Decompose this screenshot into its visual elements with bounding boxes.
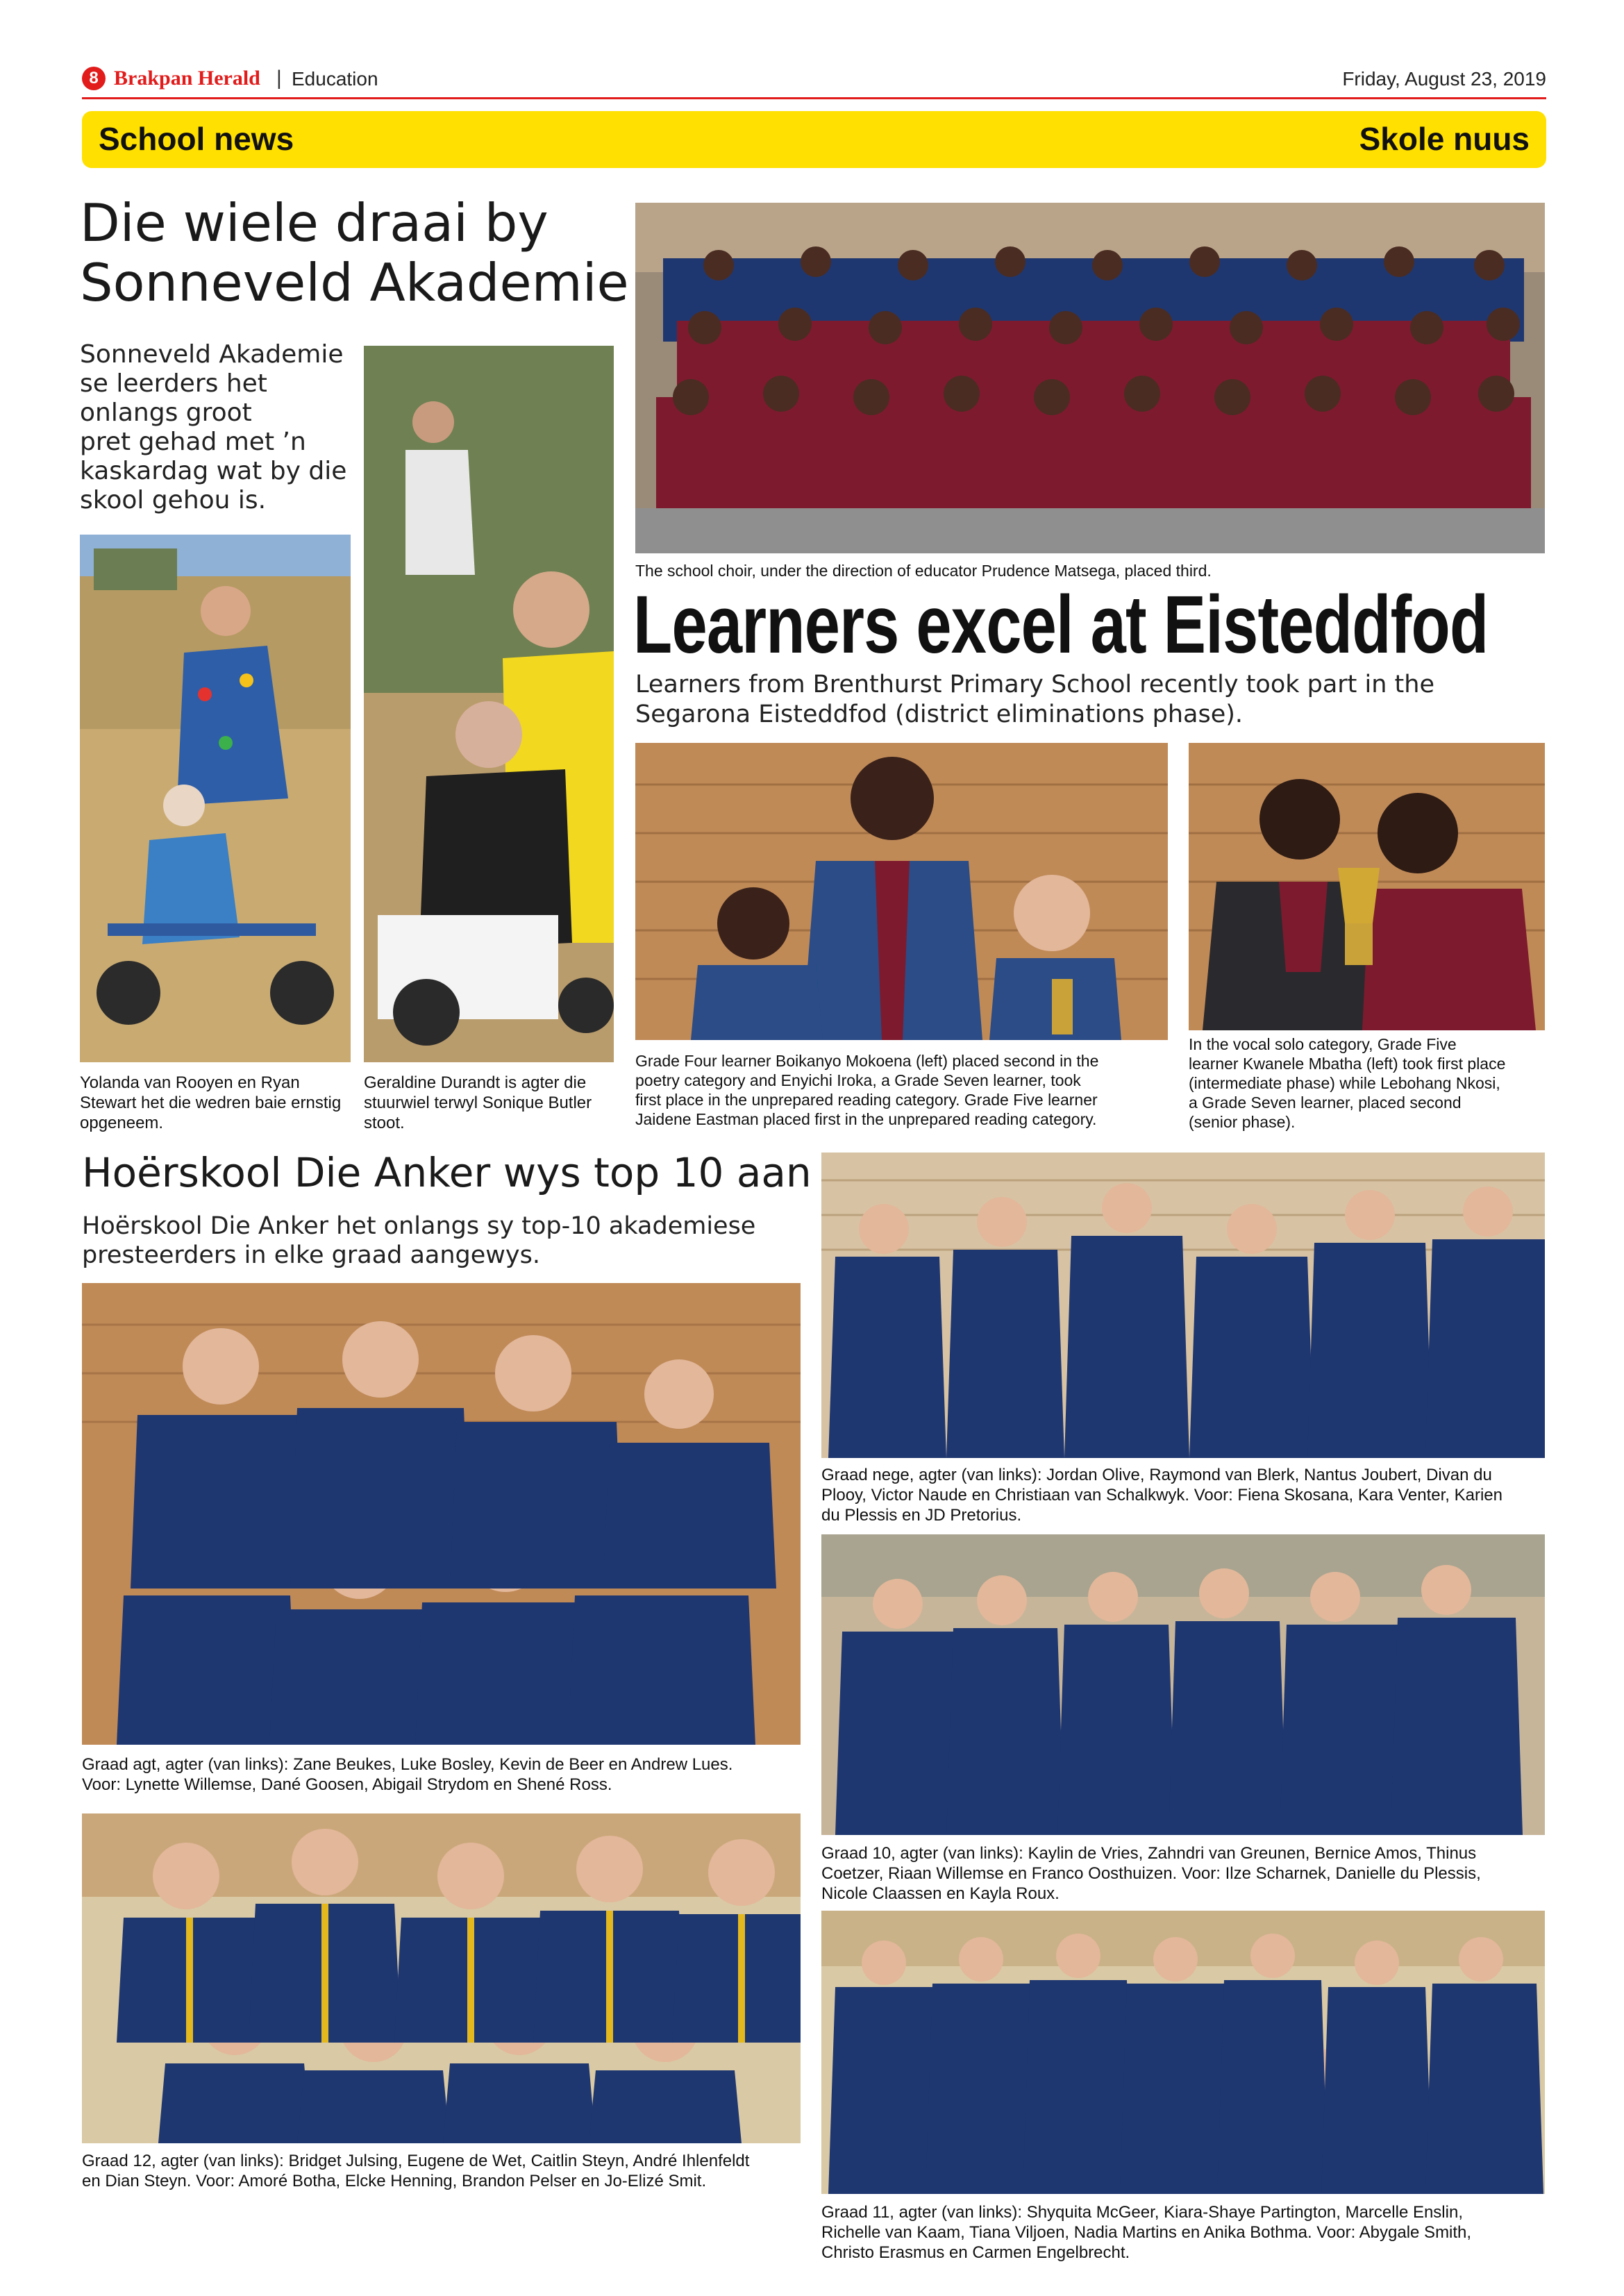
caption-line: Coetzer, Riaan Willemse en Franco Oosthuizen. Voor: Ilze Scharnek, Danielle du Plessis,: [821, 1864, 1481, 1883]
caption-line: stuurwiel terwyl Sonique Butler: [364, 1093, 592, 1112]
anker-deck: [82, 1212, 755, 1270]
grade11-caption: [821, 2202, 1471, 2263]
grade10-photo: [821, 1534, 1545, 1835]
grade12-caption: [82, 2151, 749, 2191]
caption-line: Graad 11, agter (van links): Shyquita McGeer, Kiara-Shaye Partington, Marcelle Enslin,: [821, 2203, 1463, 2222]
caption-line: stoot.: [364, 1114, 405, 1132]
caption-line: Geraldine Durandt is agter die: [364, 1073, 587, 1092]
caption-line: Graad 12, agter (van links): Bridget Julsing, Eugene de Wet, Caitlin Steyn, André Ihlenfeldt: [82, 2152, 750, 2170]
grade10-caption: [821, 1843, 1481, 1904]
cart-push-photo: [364, 346, 614, 1062]
headline-line: Sonneveld Akademie: [80, 252, 629, 313]
masthead-separator: |: [276, 67, 282, 90]
caption-line: Richelle van Kaam, Tiana Viljoen, Nadia Martins en Anika Bothma. Voor: Abygale Smith,: [821, 2223, 1472, 2242]
banner-right-label: Skole nuus: [1359, 121, 1530, 157]
anker-headline: Hoërskool Die Anker wys top 10 aan: [82, 1149, 812, 1196]
trophy-caption: [1189, 1034, 1505, 1132]
deck-line: Hoërskool Die Anker het onlangs sy top-10 akademiese: [82, 1212, 756, 1240]
intro-line: onlangs groot: [80, 399, 252, 427]
sonneveld-intro: [80, 340, 346, 515]
eisteddfod-deck: [635, 670, 1434, 730]
three-learners-photo: [635, 743, 1168, 1040]
cart-push-caption: [364, 1073, 592, 1133]
caption-line: Christo Erasmus en Carmen Engelbrecht.: [821, 2243, 1130, 2262]
grade8-photo: [82, 1283, 801, 1745]
caption-line: en Dian Steyn. Voor: Amoré Botha, Elcke Henning, Brandon Pelser en Jo-Elizé Smit.: [82, 2172, 707, 2190]
page-number: 8: [82, 67, 106, 90]
caption-line: Voor: Lynette Willemse, Dané Goosen, Abigail Strydom en Shené Ross.: [82, 1775, 612, 1794]
banner-left-label: School news: [99, 121, 294, 157]
choir-photo: [635, 203, 1545, 553]
caption-line: Graad agt, agter (van links): Zane Beukes, Luke Bosley, Kevin de Beer en Andrew Lues.: [82, 1755, 733, 1774]
caption-line: opgeneem.: [80, 1114, 164, 1132]
caption-line: Plooy, Victor Naude en Christiaan van Schalkwyk. Voor: Fiena Skosana, Kara Venter, Karien: [821, 1486, 1502, 1505]
intro-line: Sonneveld Akademie: [80, 340, 344, 369]
issue-date: Friday, August 23, 2019: [1342, 68, 1546, 90]
intro-line: pret gehad met ’n: [80, 428, 306, 456]
section-label: Education: [292, 68, 378, 90]
caption-line: Graad 10, agter (van links): Kaylin de Vries, Zahndri van Greunen, Bernice Amos, Thinus: [821, 1844, 1477, 1863]
caption-line: Graad nege, agter (van links): Jordan Olive, Raymond van Blerk, Nantus Joubert, Divan du: [821, 1466, 1492, 1484]
caption-line: Yolanda van Rooyen en Ryan: [80, 1073, 300, 1092]
grade12-photo: [82, 1813, 801, 2143]
intro-line: skool gehou is.: [80, 486, 267, 514]
caption-line: Stewart het die wedren baie ernstig: [80, 1093, 342, 1112]
grade11-photo: [821, 1911, 1545, 2194]
deck-line: Segarona Eisteddfod (district eliminations phase).: [635, 701, 1244, 728]
caption-line: learner Kwanele Mbatha (left) took first place: [1189, 1055, 1506, 1073]
three-learners-caption: [635, 1051, 1098, 1129]
caption-line: Grade Four learner Boikanyo Mokoena (left) placed second in the: [635, 1052, 1099, 1070]
sonneveld-headline: [80, 193, 629, 312]
masthead-rule: [82, 97, 1546, 99]
trophy-photo: [1189, 743, 1545, 1030]
caption-line: poetry category and Enyichi Iroka, a Grade Seven learner, took: [635, 1071, 1081, 1089]
section-banner: [82, 111, 1546, 168]
deck-line: Learners from Brenthurst Primary School recently took part in the: [635, 671, 1435, 698]
choir-caption: The school choir, under the direction of educator Prudence Matsega, placed third.: [635, 562, 1212, 580]
caption-line: In the vocal solo category, Grade Five: [1189, 1035, 1457, 1053]
caption-line: (intermediate phase) while Lebohang Nkosi,: [1189, 1074, 1500, 1092]
caption-line: a Grade Seven learner, placed second: [1189, 1093, 1462, 1112]
grade9-caption: [821, 1465, 1502, 1525]
headline-line: Die wiele draai by: [80, 192, 549, 253]
caption-line: (senior phase).: [1189, 1113, 1296, 1131]
grade9-photo: [821, 1153, 1545, 1458]
grade8-caption: [82, 1754, 733, 1795]
gokart-photo: [80, 535, 351, 1062]
deck-line: presteerders in elke graad aangewys.: [82, 1241, 541, 1269]
paper-name: Brakpan Herald: [114, 67, 260, 90]
intro-line: se leerders het: [80, 369, 267, 398]
caption-line: Jaidene Eastman placed first in the unprepared reading category.: [635, 1110, 1097, 1128]
eisteddfod-headline: Learners excel at Eisteddfod: [633, 579, 1489, 671]
caption-line: Nicole Claassen en Kayla Roux.: [821, 1884, 1060, 1903]
caption-line: du Plessis en JD Pretorius.: [821, 1506, 1022, 1525]
caption-line: first place in the unprepared reading category. Grade Five learner: [635, 1091, 1098, 1109]
intro-line: kaskardag wat by die: [80, 457, 347, 485]
gokart-caption: [80, 1073, 341, 1133]
